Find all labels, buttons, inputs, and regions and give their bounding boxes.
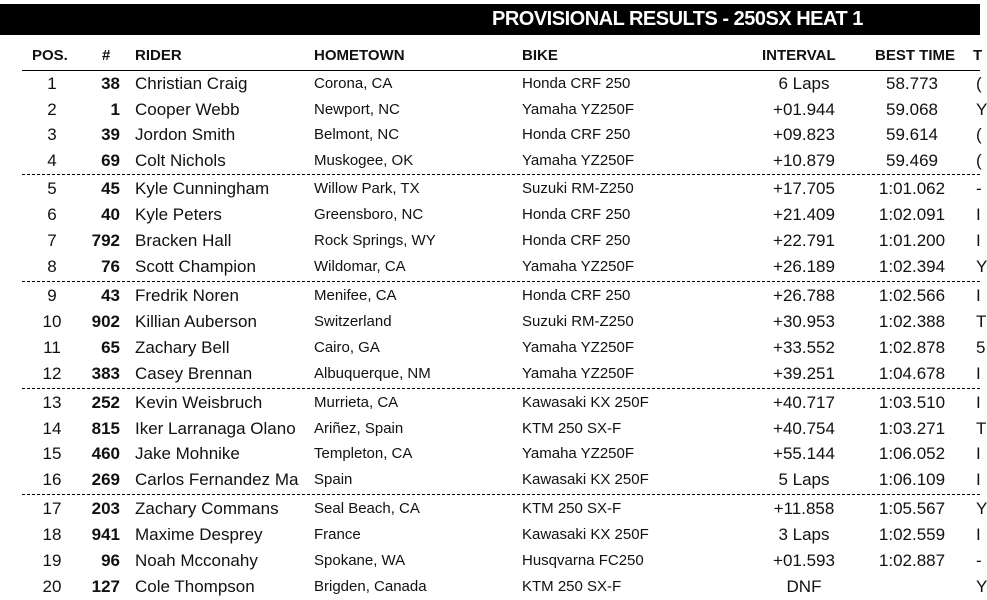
row-position: 17 bbox=[42, 499, 62, 518]
row-interval: +22.791 bbox=[773, 231, 835, 250]
row-rider: Colt Nichols bbox=[135, 151, 226, 170]
table-row bbox=[0, 122, 980, 148]
header-rider: RIDER bbox=[135, 47, 182, 64]
row-position: 15 bbox=[42, 444, 62, 463]
row-best-time: 1:02.394 bbox=[878, 257, 946, 276]
row-bike: Honda CRF 250 bbox=[522, 232, 631, 249]
row-bike: Kawasaki KX 250F bbox=[522, 526, 649, 543]
row-rider: Scott Champion bbox=[135, 257, 256, 276]
row-bike: Kawasaki KX 250F bbox=[522, 471, 649, 488]
row-rider: Zachary Commans bbox=[135, 499, 279, 518]
row-rider: Kyle Peters bbox=[135, 205, 222, 224]
table-row bbox=[0, 283, 980, 309]
row-number: 43 bbox=[101, 286, 120, 305]
row-hometown: Cairo, GA bbox=[314, 339, 380, 356]
table-row bbox=[0, 467, 980, 493]
row-hometown: Spokane, WA bbox=[314, 552, 406, 569]
table-row bbox=[0, 390, 980, 416]
row-interval: +11.858 bbox=[773, 499, 835, 518]
row-number: 45 bbox=[101, 179, 120, 198]
row-hometown: Wildomar, CA bbox=[314, 258, 406, 275]
row-interval: 6 Laps bbox=[778, 74, 830, 93]
row-hometown: Murrieta, CA bbox=[314, 394, 399, 411]
row-best-time: 1:02.566 bbox=[878, 286, 946, 305]
row-rider: Noah Mcconahy bbox=[135, 551, 258, 570]
row-extra: I bbox=[976, 525, 981, 544]
header-interval: INTERVAL bbox=[762, 47, 836, 64]
row-interval: +33.552 bbox=[773, 338, 835, 357]
row-best-time: 1:02.091 bbox=[878, 205, 946, 224]
header-hometown: HOMETOWN bbox=[314, 47, 405, 64]
row-bike: Yamaha YZ250F bbox=[522, 339, 635, 356]
row-rider: Jake Mohnike bbox=[135, 444, 240, 463]
row-hometown: Seal Beach, CA bbox=[314, 500, 420, 517]
table-row bbox=[0, 522, 980, 548]
row-interval: +30.953 bbox=[773, 312, 835, 331]
row-rider: Jordon Smith bbox=[135, 125, 236, 144]
row-number: 127 bbox=[91, 577, 120, 596]
row-best-time: 1:02.878 bbox=[878, 338, 946, 357]
row-best-time: 1:01.200 bbox=[878, 231, 946, 250]
row-extra: I bbox=[976, 470, 981, 489]
row-interval: +40.754 bbox=[773, 419, 835, 438]
row-position: 11 bbox=[43, 338, 61, 357]
row-extra: I bbox=[976, 444, 981, 463]
row-number: 252 bbox=[91, 393, 120, 412]
row-rider: Bracken Hall bbox=[135, 231, 232, 250]
page-title: PROVISIONAL RESULTS - 250SX HEAT 1 bbox=[492, 8, 863, 30]
row-hometown: Willow Park, TX bbox=[314, 180, 420, 197]
row-best-time: 59.469 bbox=[886, 151, 938, 170]
group-divider bbox=[22, 494, 980, 495]
row-hometown: Switzerland bbox=[314, 313, 392, 330]
row-rider: Kyle Cunningham bbox=[135, 179, 270, 198]
row-extra: Y bbox=[976, 257, 987, 276]
table-row bbox=[0, 71, 980, 97]
row-extra: I bbox=[976, 286, 981, 305]
row-extra: T bbox=[976, 312, 987, 331]
group-divider bbox=[22, 388, 980, 389]
table-row bbox=[0, 228, 980, 254]
row-rider: Cole Thompson bbox=[135, 577, 255, 596]
row-hometown: Rock Springs, WY bbox=[314, 232, 436, 249]
table-row bbox=[0, 254, 987, 280]
row-number: 815 bbox=[91, 419, 120, 438]
row-rider: Maxime Desprey bbox=[135, 525, 263, 544]
row-extra: Y bbox=[976, 100, 987, 119]
row-best-time: 1:03.510 bbox=[878, 393, 946, 412]
row-position: 19 bbox=[42, 551, 62, 570]
row-interval: +26.189 bbox=[773, 257, 835, 276]
row-bike: Yamaha YZ250F bbox=[522, 258, 635, 275]
row-extra: I bbox=[976, 393, 981, 412]
title-bar bbox=[0, 4, 980, 35]
row-position: 3 bbox=[47, 125, 57, 144]
row-position: 9 bbox=[47, 286, 57, 305]
row-extra: I bbox=[976, 364, 981, 383]
row-interval: +10.879 bbox=[773, 151, 835, 170]
row-extra: - bbox=[976, 551, 982, 570]
row-position: 20 bbox=[42, 577, 62, 596]
row-bike: Yamaha YZ250F bbox=[522, 152, 635, 169]
row-position: 6 bbox=[47, 205, 57, 224]
row-number: 96 bbox=[101, 551, 120, 570]
row-hometown: Muskogee, OK bbox=[314, 152, 414, 169]
row-best-time: 1:04.678 bbox=[878, 364, 946, 383]
row-best-time: 1:02.887 bbox=[878, 551, 946, 570]
table-row bbox=[0, 548, 980, 574]
row-best-time: 1:03.271 bbox=[878, 419, 946, 438]
row-interval: +01.944 bbox=[773, 100, 835, 119]
row-best-time: 1:01.062 bbox=[878, 179, 946, 198]
row-number: 941 bbox=[91, 525, 120, 544]
row-interval: +17.705 bbox=[773, 179, 835, 198]
row-position: 13 bbox=[42, 393, 62, 412]
row-number: 65 bbox=[101, 338, 120, 357]
row-bike: Honda CRF 250 bbox=[522, 206, 631, 223]
row-interval: +21.409 bbox=[773, 205, 835, 224]
row-position: 8 bbox=[47, 257, 57, 276]
row-bike: Honda CRF 250 bbox=[522, 75, 631, 92]
row-best-time: 1:06.052 bbox=[878, 444, 946, 463]
row-bike: Yamaha YZ250F bbox=[522, 101, 635, 118]
row-rider: Iker Larranaga Olano bbox=[135, 419, 296, 438]
header-bike: BIKE bbox=[522, 47, 558, 64]
row-number: 69 bbox=[101, 151, 120, 170]
row-interval: 3 Laps bbox=[778, 525, 830, 544]
row-hometown: Spain bbox=[314, 471, 353, 488]
row-bike: Honda CRF 250 bbox=[522, 126, 631, 143]
row-extra: ( bbox=[976, 151, 982, 170]
table-row bbox=[0, 416, 987, 442]
row-best-time: 59.614 bbox=[886, 125, 938, 144]
row-bike: Yamaha YZ250F bbox=[522, 365, 635, 382]
row-hometown: Menifee, CA bbox=[314, 287, 397, 304]
row-number: 902 bbox=[91, 312, 120, 331]
row-bike: KTM 250 SX-F bbox=[522, 578, 622, 595]
row-rider: Cooper Webb bbox=[135, 100, 240, 119]
row-extra: I bbox=[976, 205, 981, 224]
row-bike: KTM 250 SX-F bbox=[522, 420, 622, 437]
row-position: 4 bbox=[47, 151, 57, 170]
row-position: 1 bbox=[47, 74, 57, 93]
row-number: 39 bbox=[101, 125, 120, 144]
row-number: 460 bbox=[91, 444, 120, 463]
row-rider: Kevin Weisbruch bbox=[135, 393, 263, 412]
row-best-time: 1:02.559 bbox=[878, 525, 946, 544]
row-position: 14 bbox=[42, 419, 62, 438]
row-hometown: Newport, NC bbox=[314, 101, 400, 118]
row-rider: Christian Craig bbox=[135, 74, 248, 93]
row-rider: Casey Brennan bbox=[135, 364, 253, 383]
row-position: 5 bbox=[47, 179, 57, 198]
row-interval: +55.144 bbox=[773, 444, 835, 463]
table-row bbox=[0, 441, 980, 467]
row-rider: Carlos Fernandez Ma bbox=[135, 470, 299, 489]
row-number: 1 bbox=[110, 100, 120, 119]
row-number: 38 bbox=[101, 74, 120, 93]
table-row bbox=[0, 361, 980, 387]
row-interval: +01.593 bbox=[773, 551, 835, 570]
row-hometown: Belmont, NC bbox=[314, 126, 400, 143]
row-bike: Yamaha YZ250F bbox=[522, 445, 635, 462]
table-row bbox=[0, 176, 980, 202]
row-number: 269 bbox=[91, 470, 120, 489]
row-bike: Honda CRF 250 bbox=[522, 287, 631, 304]
row-hometown: France bbox=[314, 526, 361, 543]
row-extra: - bbox=[976, 179, 982, 198]
row-extra: 5 bbox=[976, 338, 986, 357]
row-position: 7 bbox=[47, 231, 57, 250]
table-row bbox=[0, 97, 987, 123]
row-hometown: Greensboro, NC bbox=[314, 206, 424, 223]
row-position: 12 bbox=[42, 364, 62, 383]
row-interval: +09.823 bbox=[773, 125, 835, 144]
row-interval: +39.251 bbox=[773, 364, 835, 383]
group-divider bbox=[22, 174, 980, 175]
row-extra: T bbox=[976, 419, 987, 438]
row-extra: I bbox=[976, 231, 981, 250]
row-number: 383 bbox=[91, 364, 120, 383]
row-number: 203 bbox=[91, 499, 120, 518]
header-pos: POS. bbox=[32, 47, 68, 64]
row-best-time: 58.773 bbox=[886, 74, 938, 93]
row-best-time: 59.068 bbox=[886, 100, 938, 119]
table-row bbox=[0, 496, 987, 522]
row-bike: Suzuki RM-Z250 bbox=[522, 180, 634, 197]
row-hometown: Templeton, CA bbox=[314, 445, 413, 462]
row-position: 10 bbox=[42, 312, 62, 331]
row-number: 792 bbox=[91, 231, 120, 250]
row-hometown: Albuquerque, NM bbox=[314, 365, 431, 382]
row-interval: +40.717 bbox=[773, 393, 835, 412]
row-number: 40 bbox=[101, 205, 120, 224]
row-hometown: Brigden, Canada bbox=[314, 578, 427, 595]
row-rider: Killian Auberson bbox=[135, 312, 257, 331]
table-row bbox=[0, 309, 987, 335]
row-bike: Husqvarna FC250 bbox=[522, 552, 644, 569]
row-extra: ( bbox=[976, 125, 982, 144]
row-extra: Y bbox=[976, 499, 987, 518]
row-best-time: 1:05.567 bbox=[878, 499, 946, 518]
table-row bbox=[0, 574, 987, 600]
header-best-time: BEST TIME bbox=[875, 47, 956, 64]
row-hometown: Corona, CA bbox=[314, 75, 393, 92]
table-row bbox=[0, 202, 980, 228]
table-row bbox=[0, 335, 986, 361]
row-extra: Y bbox=[976, 577, 987, 596]
row-best-time: 1:06.109 bbox=[878, 470, 946, 489]
row-position: 18 bbox=[42, 525, 62, 544]
row-rider: Fredrik Noren bbox=[135, 286, 239, 305]
row-interval: 5 Laps bbox=[778, 470, 830, 489]
row-position: 16 bbox=[42, 470, 62, 489]
row-extra: ( bbox=[976, 74, 982, 93]
row-bike: Suzuki RM-Z250 bbox=[522, 313, 634, 330]
group-divider bbox=[22, 281, 980, 282]
row-interval: DNF bbox=[786, 577, 822, 596]
row-bike: Kawasaki KX 250F bbox=[522, 394, 649, 411]
row-best-time: 1:02.388 bbox=[878, 312, 946, 331]
header-extra: T bbox=[973, 47, 983, 64]
table-row bbox=[0, 148, 980, 174]
row-hometown: Ariñez, Spain bbox=[314, 420, 404, 437]
row-bike: KTM 250 SX-F bbox=[522, 500, 622, 517]
row-position: 2 bbox=[47, 100, 57, 119]
row-number: 76 bbox=[101, 257, 120, 276]
row-interval: +26.788 bbox=[773, 286, 835, 305]
header-number: # bbox=[102, 47, 111, 64]
row-rider: Zachary Bell bbox=[135, 338, 230, 357]
